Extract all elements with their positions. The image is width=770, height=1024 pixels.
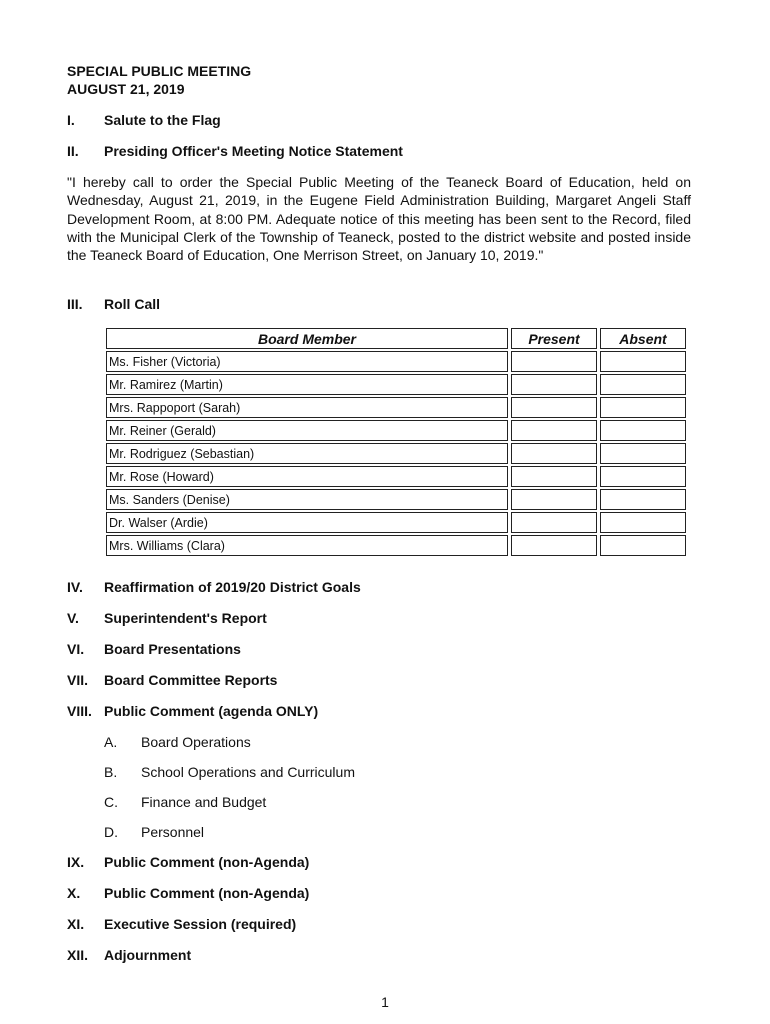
member-name: Ms. Sanders (Denise) bbox=[106, 489, 508, 510]
agenda-item-number: VII. bbox=[67, 672, 89, 688]
roll-call-table bbox=[103, 326, 689, 558]
sub-item-letter: B. bbox=[104, 764, 118, 780]
table-header-row bbox=[106, 328, 686, 349]
table-row bbox=[106, 535, 686, 556]
sub-item-letter: C. bbox=[104, 794, 118, 810]
agenda-item-number: I. bbox=[67, 112, 75, 128]
sub-item-label: School Operations and Curriculum bbox=[141, 764, 355, 780]
member-name: Mr. Reiner (Gerald) bbox=[106, 420, 508, 441]
absent-cell[interactable] bbox=[600, 512, 686, 533]
table-row bbox=[106, 466, 686, 487]
agenda-item-number: VI. bbox=[67, 641, 85, 657]
table-row bbox=[106, 489, 686, 510]
agenda-item-4 bbox=[67, 578, 361, 596]
sub-item-a bbox=[104, 733, 251, 751]
present-cell[interactable] bbox=[511, 397, 597, 418]
column-header-absent: Absent bbox=[600, 328, 686, 349]
present-cell[interactable] bbox=[511, 512, 597, 533]
agenda-item-7 bbox=[67, 671, 277, 689]
agenda-item-8 bbox=[67, 702, 318, 720]
agenda-item-12 bbox=[67, 946, 191, 964]
agenda-item-9 bbox=[67, 853, 309, 871]
sub-item-b bbox=[104, 763, 355, 781]
absent-cell[interactable] bbox=[600, 351, 686, 372]
table-row bbox=[106, 512, 686, 533]
member-name: Mr. Rose (Howard) bbox=[106, 466, 508, 487]
agenda-item-number: IV. bbox=[67, 579, 83, 595]
agenda-item-label: Superintendent's Report bbox=[104, 610, 267, 626]
agenda-item-label: Presiding Officer's Meeting Notice Statement bbox=[104, 143, 403, 159]
sub-item-label: Finance and Budget bbox=[141, 794, 267, 810]
member-name: Mrs. Williams (Clara) bbox=[106, 535, 508, 556]
sub-item-d bbox=[104, 823, 204, 841]
absent-cell[interactable] bbox=[600, 443, 686, 464]
page-number: 1 bbox=[381, 994, 389, 1010]
present-cell[interactable] bbox=[511, 351, 597, 372]
column-header-board-member: Board Member bbox=[106, 328, 508, 349]
table-row bbox=[106, 420, 686, 441]
agenda-item-label: Roll Call bbox=[104, 296, 161, 312]
agenda-item-2 bbox=[67, 142, 403, 160]
agenda-item-label: Public Comment (non-Agenda) bbox=[104, 854, 310, 870]
agenda-item-number: XI. bbox=[67, 916, 85, 932]
absent-cell[interactable] bbox=[600, 535, 686, 556]
table-row bbox=[106, 351, 686, 372]
agenda-item-number: II. bbox=[67, 143, 79, 159]
meeting-title: SPECIAL PUBLIC MEETING bbox=[67, 63, 252, 79]
sub-item-letter: A. bbox=[104, 734, 118, 750]
agenda-item-number: IX. bbox=[67, 854, 85, 870]
member-name: Ms. Fisher (Victoria) bbox=[106, 351, 508, 372]
agenda-item-number: VIII. bbox=[67, 703, 92, 719]
present-cell[interactable] bbox=[511, 420, 597, 441]
sub-item-label: Board Operations bbox=[141, 734, 251, 750]
agenda-item-number: V. bbox=[67, 610, 79, 626]
agenda-item-label: Reaffirmation of 2019/20 District Goals bbox=[104, 579, 361, 595]
meeting-date: AUGUST 21, 2019 bbox=[67, 81, 185, 97]
sub-item-c bbox=[104, 793, 266, 811]
absent-cell[interactable] bbox=[600, 466, 686, 487]
agenda-item-3 bbox=[67, 295, 160, 313]
agenda-item-label: Executive Session (required) bbox=[104, 916, 297, 932]
member-name: Mr. Rodriguez (Sebastian) bbox=[106, 443, 508, 464]
agenda-item-label: Adjournment bbox=[104, 947, 192, 963]
agenda-item-label: Board Presentations bbox=[104, 641, 241, 657]
column-header-present: Present bbox=[511, 328, 597, 349]
agenda-item-1 bbox=[67, 111, 221, 129]
table-row bbox=[106, 397, 686, 418]
present-cell[interactable] bbox=[511, 374, 597, 395]
agenda-item-6 bbox=[67, 640, 241, 658]
present-cell[interactable] bbox=[511, 535, 597, 556]
agenda-item-5 bbox=[67, 609, 267, 627]
agenda-item-number: XII. bbox=[67, 947, 89, 963]
sub-item-label: Personnel bbox=[141, 824, 205, 840]
member-name: Mr. Ramirez (Martin) bbox=[106, 374, 508, 395]
notice-statement: "I hereby call to order the Special Public Meeting of the Teaneck Board of Education, held on Wednesday, August 21, 2019, in the Eugene Field Administration Building, Margaret Angeli Staff Development Room, at 8:00 PM. Adequate notice of this meeting has been sent to the Record, filed with the Municipal Clerk of the Township of Teaneck, posted to the district website and posted inside the Teaneck Board of Education, One Merrison Street, on January 10, 2019." bbox=[67, 174, 691, 264]
table-row bbox=[106, 443, 686, 464]
member-name: Dr. Walser (Ardie) bbox=[106, 512, 508, 533]
agenda-item-label: Public Comment (non-Agenda) bbox=[104, 885, 310, 901]
absent-cell[interactable] bbox=[600, 397, 686, 418]
table-row bbox=[106, 374, 686, 395]
agenda-item-number: III. bbox=[67, 296, 83, 312]
present-cell[interactable] bbox=[511, 443, 597, 464]
agenda-item-number: X. bbox=[67, 885, 81, 901]
agenda-item-label: Board Committee Reports bbox=[104, 672, 278, 688]
absent-cell[interactable] bbox=[600, 374, 686, 395]
agenda-item-10 bbox=[67, 884, 309, 902]
agenda-item-11 bbox=[67, 915, 296, 933]
absent-cell[interactable] bbox=[600, 420, 686, 441]
agenda-item-label: Public Comment (agenda ONLY) bbox=[104, 703, 319, 719]
sub-item-letter: D. bbox=[104, 824, 118, 840]
member-name: Mrs. Rappoport (Sarah) bbox=[106, 397, 508, 418]
present-cell[interactable] bbox=[511, 466, 597, 487]
present-cell[interactable] bbox=[511, 489, 597, 510]
agenda-item-label: Salute to the Flag bbox=[104, 112, 221, 128]
absent-cell[interactable] bbox=[600, 489, 686, 510]
